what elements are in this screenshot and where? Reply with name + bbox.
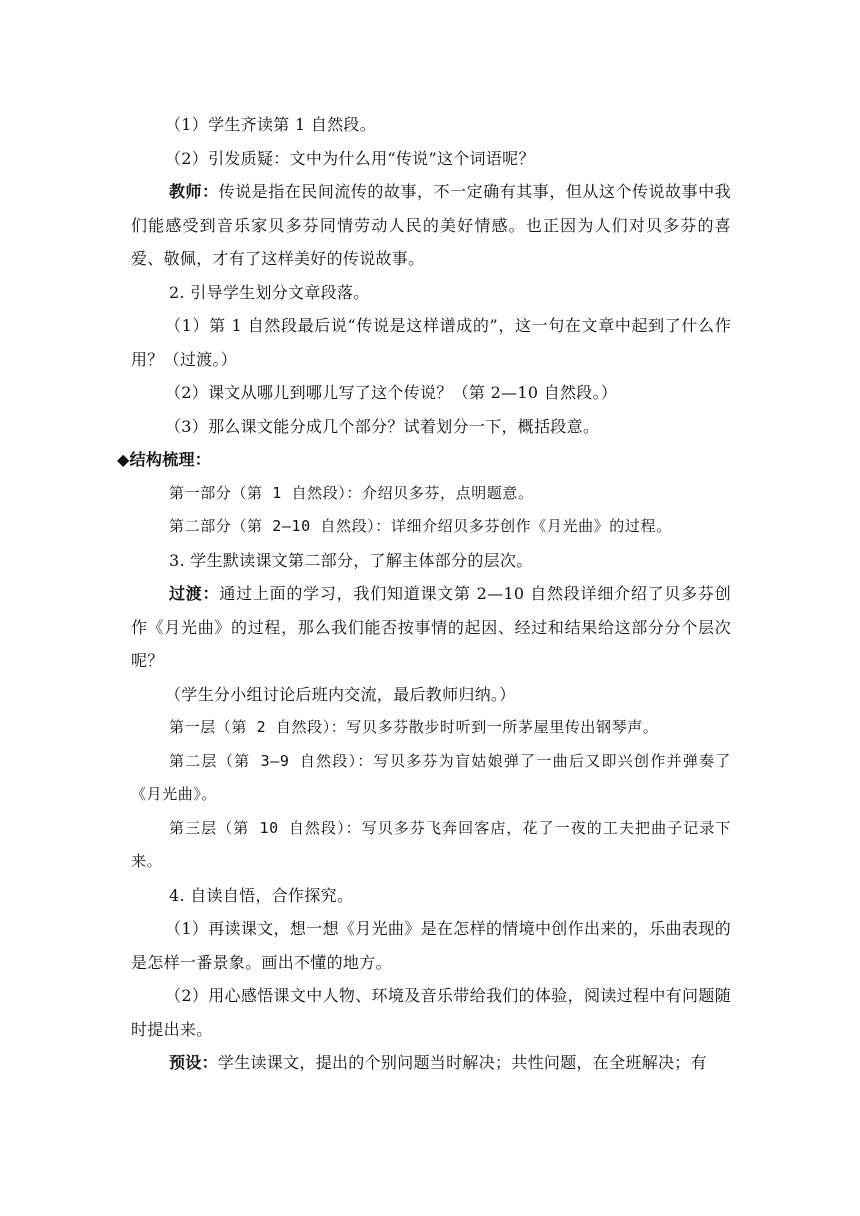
structure-part-2: 第二部分（第 2—10 自然段）：详细介绍贝多芬创作《月光曲》的过程。	[169, 517, 672, 535]
teacher-text: 传说是指在民间流传的故事，不一定确有其事，但从这个传说故事中我们能感受到音乐家贝多芬同情劳动人民的美好情感。也正因为人们对贝多芬的喜爱、敬佩，才有了这样美好的传说故事。	[131, 182, 731, 268]
paragraph-group-discussion: （学生分小组讨论后班内交流，最后教师归纳。）	[165, 684, 516, 704]
document-body	[117, 108, 731, 1080]
paragraph-step-1-2: （2）引发质疑：文中为什么用“传说”这个词语呢？	[165, 148, 535, 168]
heading-step-3: 3. 学生默读课文第二部分，了解主体部分的层次。	[169, 550, 533, 570]
layer-2: 第二层（第 3—9 自然段）：写贝多芬为盲姑娘弹了一曲后又即兴创作并弹奏了《月光曲》。	[131, 751, 731, 803]
layer-3: 第三层（第 10 自然段）：写贝多芬飞奔回客店，花了一夜的工夫把曲子记录下来。	[131, 818, 731, 870]
paragraph-preset	[131, 1046, 731, 1080]
heading-step-4: 4. 自读自悟，合作探究。	[169, 885, 354, 905]
transition-text: 通过上面的学习，我们知道课文第 2—10 自然段详细介绍了贝多芬创作《月光曲》的过程，那么我们能否按事情的起因、经过和结果给这部分分个层次呢？	[131, 584, 731, 670]
paragraph-transition	[131, 577, 731, 678]
paragraph-step-2-1: （1）第 1 自然段最后说“传说是这样谱成的”，这一句在文章中起到了什么作用？（过渡。）	[131, 316, 731, 369]
preset-label: 预设：	[169, 1053, 218, 1072]
paragraph-step-4-1: （1）再读课文，想一想《月光曲》是在怎样的情境中创作出来的，乐曲表现的是怎样一番景象。画出不懂的地方。	[131, 919, 731, 972]
paragraph-step-4-2: （2）用心感悟课文中人物、环境及音乐带给我们的体验，阅读过程中有问题随时提出来。	[131, 986, 731, 1039]
paragraph-step-2-3: （3）那么课文能分成几个部分？试着划分一下，概括段意。	[165, 416, 600, 436]
paragraph-step-2-2: （2）课文从哪儿到哪儿写了这个传说？（第 2—10 自然段。）	[165, 383, 618, 402]
heading-step-2: 2. 引导学生划分文章段落。	[169, 282, 370, 302]
paragraph-teacher-explanation	[131, 175, 731, 276]
layer-1: 第一层（第 2 自然段）：写贝多芬散步时听到一所茅屋里传出钢琴声。	[169, 718, 659, 736]
structure-heading: ◆结构梳理：	[117, 450, 212, 469]
transition-label: 过渡：	[169, 584, 220, 603]
paragraph-step-1-1: （1）学生齐读第 1 自然段。	[165, 115, 377, 134]
teacher-label: 教师：	[169, 182, 219, 201]
preset-text: 学生读课文，提出的个别问题当时解决；共性问题，在全班解决；有	[217, 1053, 707, 1072]
structure-part-1: 第一部分（第 1 自然段）：介绍贝多芬，点明题意。	[169, 483, 534, 502]
